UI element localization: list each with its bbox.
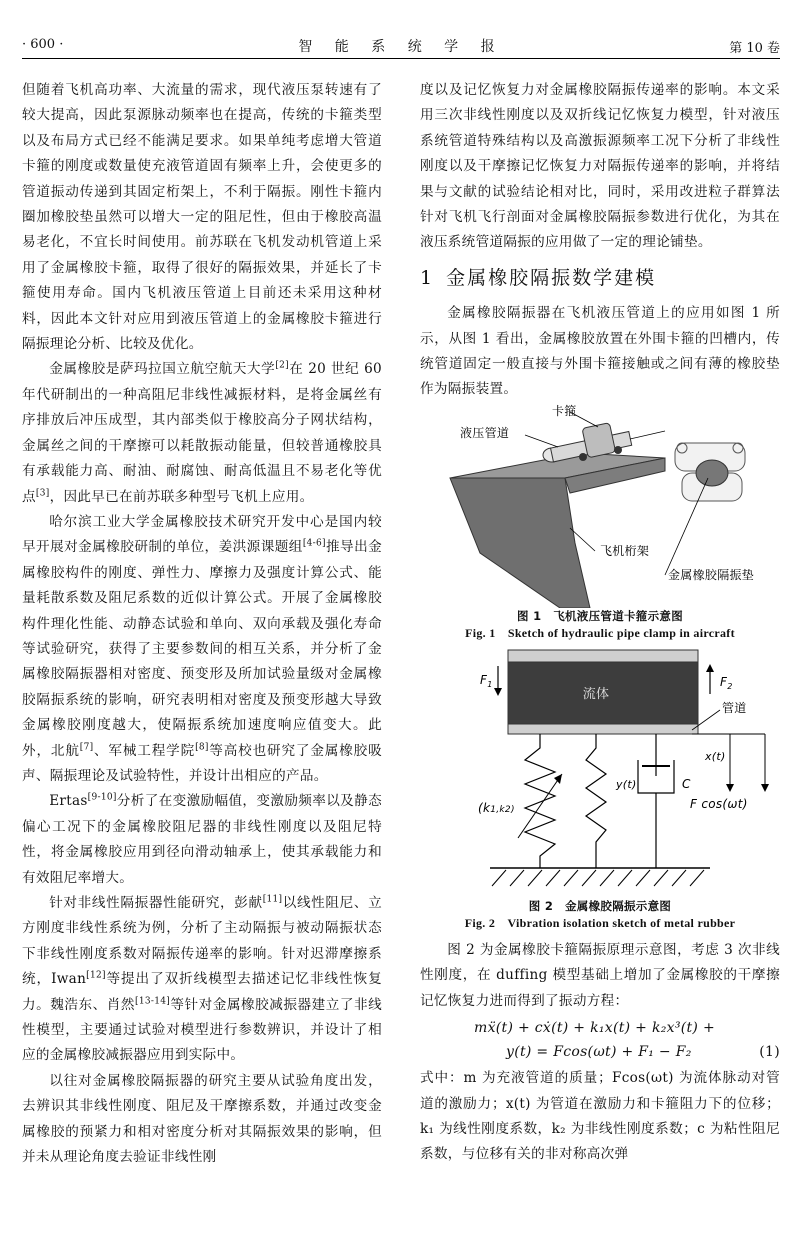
label-frame: 飞机桁架 — [600, 543, 650, 558]
figure-2-caption-cn: 图 2 金属橡胶隔振示意图 — [528, 898, 672, 913]
label-pad: 金属橡胶隔振垫 — [668, 567, 755, 582]
citation: [11] — [262, 894, 283, 905]
paragraph: 式中：m 为充液管道的质量；Fcos(ωt) 为流体脉动对管道的激励力；x(t) 为管道在激励力和卡箍阻力下的位移；k₁ 为线性刚度系数，k₂ 为非线性刚度系数；c 为粘性阻尼系数，与位移有关的非对称高次弹 — [420, 1070, 780, 1163]
label-F1: $F_1$ — [480, 672, 493, 689]
citation: [9-10] — [87, 792, 117, 803]
figure-2-caption-en: Fig. 2 Vibration isolation sketch of metal rubber — [464, 915, 736, 930]
clamp-body — [582, 423, 616, 458]
paragraph: 以往对金属橡胶隔振器的研究主要从试验角度出发，去辨识其非线性刚度、阻尼及干摩擦系数，并通过改变金属橡胶的预紧力和相对密度分析对其隔振效果的影响，但并未从理论角度去验证非线性刚 — [22, 1072, 382, 1166]
paragraph: Ertas[9-10]分析了在变激励幅值，变激励频率以及静态偏心工况下的金属橡胶阻尼器的非线性刚度以及阻尼特性，将金属橡胶应用到径向滑动轴承上，使其承载能力和有效阻尼率增大。 — [22, 792, 382, 886]
equation-1 — [420, 1014, 780, 1066]
label-c: C — [682, 776, 691, 791]
citation: [3] — [35, 487, 50, 498]
friction-element — [586, 734, 606, 868]
equation-number: (1) — [759, 1044, 780, 1061]
paragraph: 度以及记忆恢复力对金属橡胶隔振传递率的影响。本文采用三次非线性刚度以及双折线记忆恢复力模型，针对液压系统管道特殊结构以及高激振源频率工况下分析了非线性刚度以及干摩擦记忆恢复力对隔振传递率的影响，并将结果与文献的试验结论相对比，同时，采用改进粒子群算法针对飞机飞行剖面对金属橡胶隔振参数进行优化，为其在液压系统管道隔振的应用做了一定的理论铺垫。 — [420, 82, 780, 251]
frame-shape — [450, 478, 590, 608]
label-clamp: 卡箍 — [552, 403, 577, 418]
figure-2 — [420, 648, 780, 898]
label-fluid: 流体 — [582, 686, 610, 702]
paragraph: 金属橡胶是萨玛拉国立航空航天大学[2]在 20 世纪 60 年代研制出的一种高阻尼非线性减振材料，是将金属丝有序排放后冲压成型，其内部类似于橡胶高分子网状结构，金属丝之间的干摩擦可以耗散振动能量，但较普通橡胶具有承载能力高、耐油、耐腐蚀、耐高低温且不易老化等优点[3]，因此早已在前苏联多种型号飞机上应用。 — [22, 360, 382, 505]
left-column — [22, 78, 382, 1170]
label-k: (k1,k2) — [478, 800, 515, 815]
label-x: x(t) — [705, 749, 726, 763]
paragraph: 针对非线性隔振器性能研究，彭献[11]以线性阻尼、立方刚度非线性系统为例，分析了主动隔振与被动隔振状态下非线性刚度系数对隔振传递率的影响。针对迟滞摩擦系统，Iwan[12]等提出了双折线模型去描述记忆非线性恢复力。魏浩东、肖然[13-14]等针对金属橡胶减振器建立了非线性模型，主要通过试验对模型进行参数辨识，并设计了相应的金属橡胶减振器应用到实际中。 — [22, 894, 383, 1064]
citation: [13-14] — [135, 996, 171, 1007]
citation: [12] — [86, 970, 106, 981]
bolt-left — [579, 453, 587, 461]
figure-1-caption-en: Fig. 1 Sketch of hydraulic pipe clamp in aircraft — [465, 625, 735, 640]
label-pipe: 液压管道 — [460, 425, 510, 440]
bolt-right — [614, 446, 622, 454]
page-header — [22, 34, 780, 59]
paragraph: 图 2 为金属橡胶卡箍隔振原理示意图，考虑 3 次非线性刚度，在 duffing 模型基础上增加了金属橡胶的干摩擦记忆恢复力进而得到了振动方程： — [420, 941, 780, 1009]
right-column — [420, 78, 780, 1168]
paragraph: 但随着飞机高功率、大流量的需求，现代液压泵转速有了较大提高，因此泵源脉动频率也在提高，传统的卡箍类型以及布局方式已经不能满足要求。如果单纯考虑增大管道卡箍的刚度或数量使充液管道固有频率上升，会使更多的管道振动传递到其固定桁架上，不利于隔振。刚性卡箍内圈加橡胶垫虽然可以增大一定的阻尼性，但由于橡胶高温易老化，不宜长时间使用。前苏联在飞机发动机管道上采用了金属橡胶卡箍，取得了很好的隔振效果，并延长了卡箍使用寿命。国内飞机液压管道上目前还未采用这种材料，因此本文针对应用到液压管道上的金属橡胶卡箍进行隔振理论分析、比较及优化。 — [22, 82, 382, 353]
equation-line-2: y(t) = Fcos(ωt) + F₁ − F₂ — [506, 1044, 692, 1061]
paragraph: 金属橡胶隔振器在飞机液压管道上的应用如图 1 所示，从图 1 看出，金属橡胶放置在外围卡箍的凹槽内，传统管道固定一般直接与外围卡箍接触或之间有薄的橡胶垫作为隔振装置。 — [420, 305, 780, 398]
section-title: 金属橡胶隔振数学建模 — [446, 266, 657, 289]
vibration-isolation-diagram — [420, 648, 780, 898]
volume-label: 第 10 卷 — [729, 41, 780, 56]
exploded-clamp — [675, 443, 745, 501]
label-pipe: 管道 — [722, 700, 747, 715]
section-number: 1 — [420, 266, 435, 289]
ground-hatch — [492, 870, 704, 886]
citation: [8] — [195, 742, 209, 753]
figure-1-caption-cn: 图 1 飞机液压管道卡箍示意图 — [516, 608, 683, 623]
citation: [7] — [79, 742, 94, 753]
label-F2: $F_2$ — [720, 674, 733, 691]
label-y: y(t) — [616, 777, 637, 791]
nonlinear-spring — [525, 734, 555, 868]
paragraph: 哈尔滨工业大学金属橡胶技术研究开发中心是国内较早开展对金属橡胶研制的单位，姜洪源课题组[4-6]推导出金属橡胶构件的刚度、弹性力、摩擦力及强度计算公式、能量耗散系数及阻尼系数的近似计算公式。开展了金属橡胶构件理化性能、动静态试验和单向、双向承载及强化寿命等试验研究，获得了主要参数间的相互关系，并分析了金属橡胶隔振器相对密度、预变形及所加试验量级对金属橡胶隔振系统的影响，研究表明相对密度及预变形越大导致金属橡胶刚度越大，使隔振系统加速度响应值变大。此外，北航[7]、军械工程学院[8]等高校也研究了金属橡胶吸声、隔振理论及试验特性，并设计出相应的产品。 — [22, 513, 383, 784]
clamp-sketch — [420, 403, 780, 608]
pipe-plate — [508, 724, 698, 734]
label-force: F cos(ωt) — [690, 796, 748, 811]
section-heading — [420, 266, 780, 291]
equation-line-1: mẍ(t) + cẋ(t) + k₁x(t) + k₂x³(t) + — [474, 1020, 715, 1037]
page-number: · 600 · — [22, 37, 64, 52]
citation: [4-6] — [302, 538, 326, 549]
figure-1 — [420, 403, 780, 608]
citation: [2] — [275, 360, 289, 371]
top-plate — [508, 650, 698, 662]
journal-title: 智 能 系 统 学 报 — [298, 39, 504, 55]
